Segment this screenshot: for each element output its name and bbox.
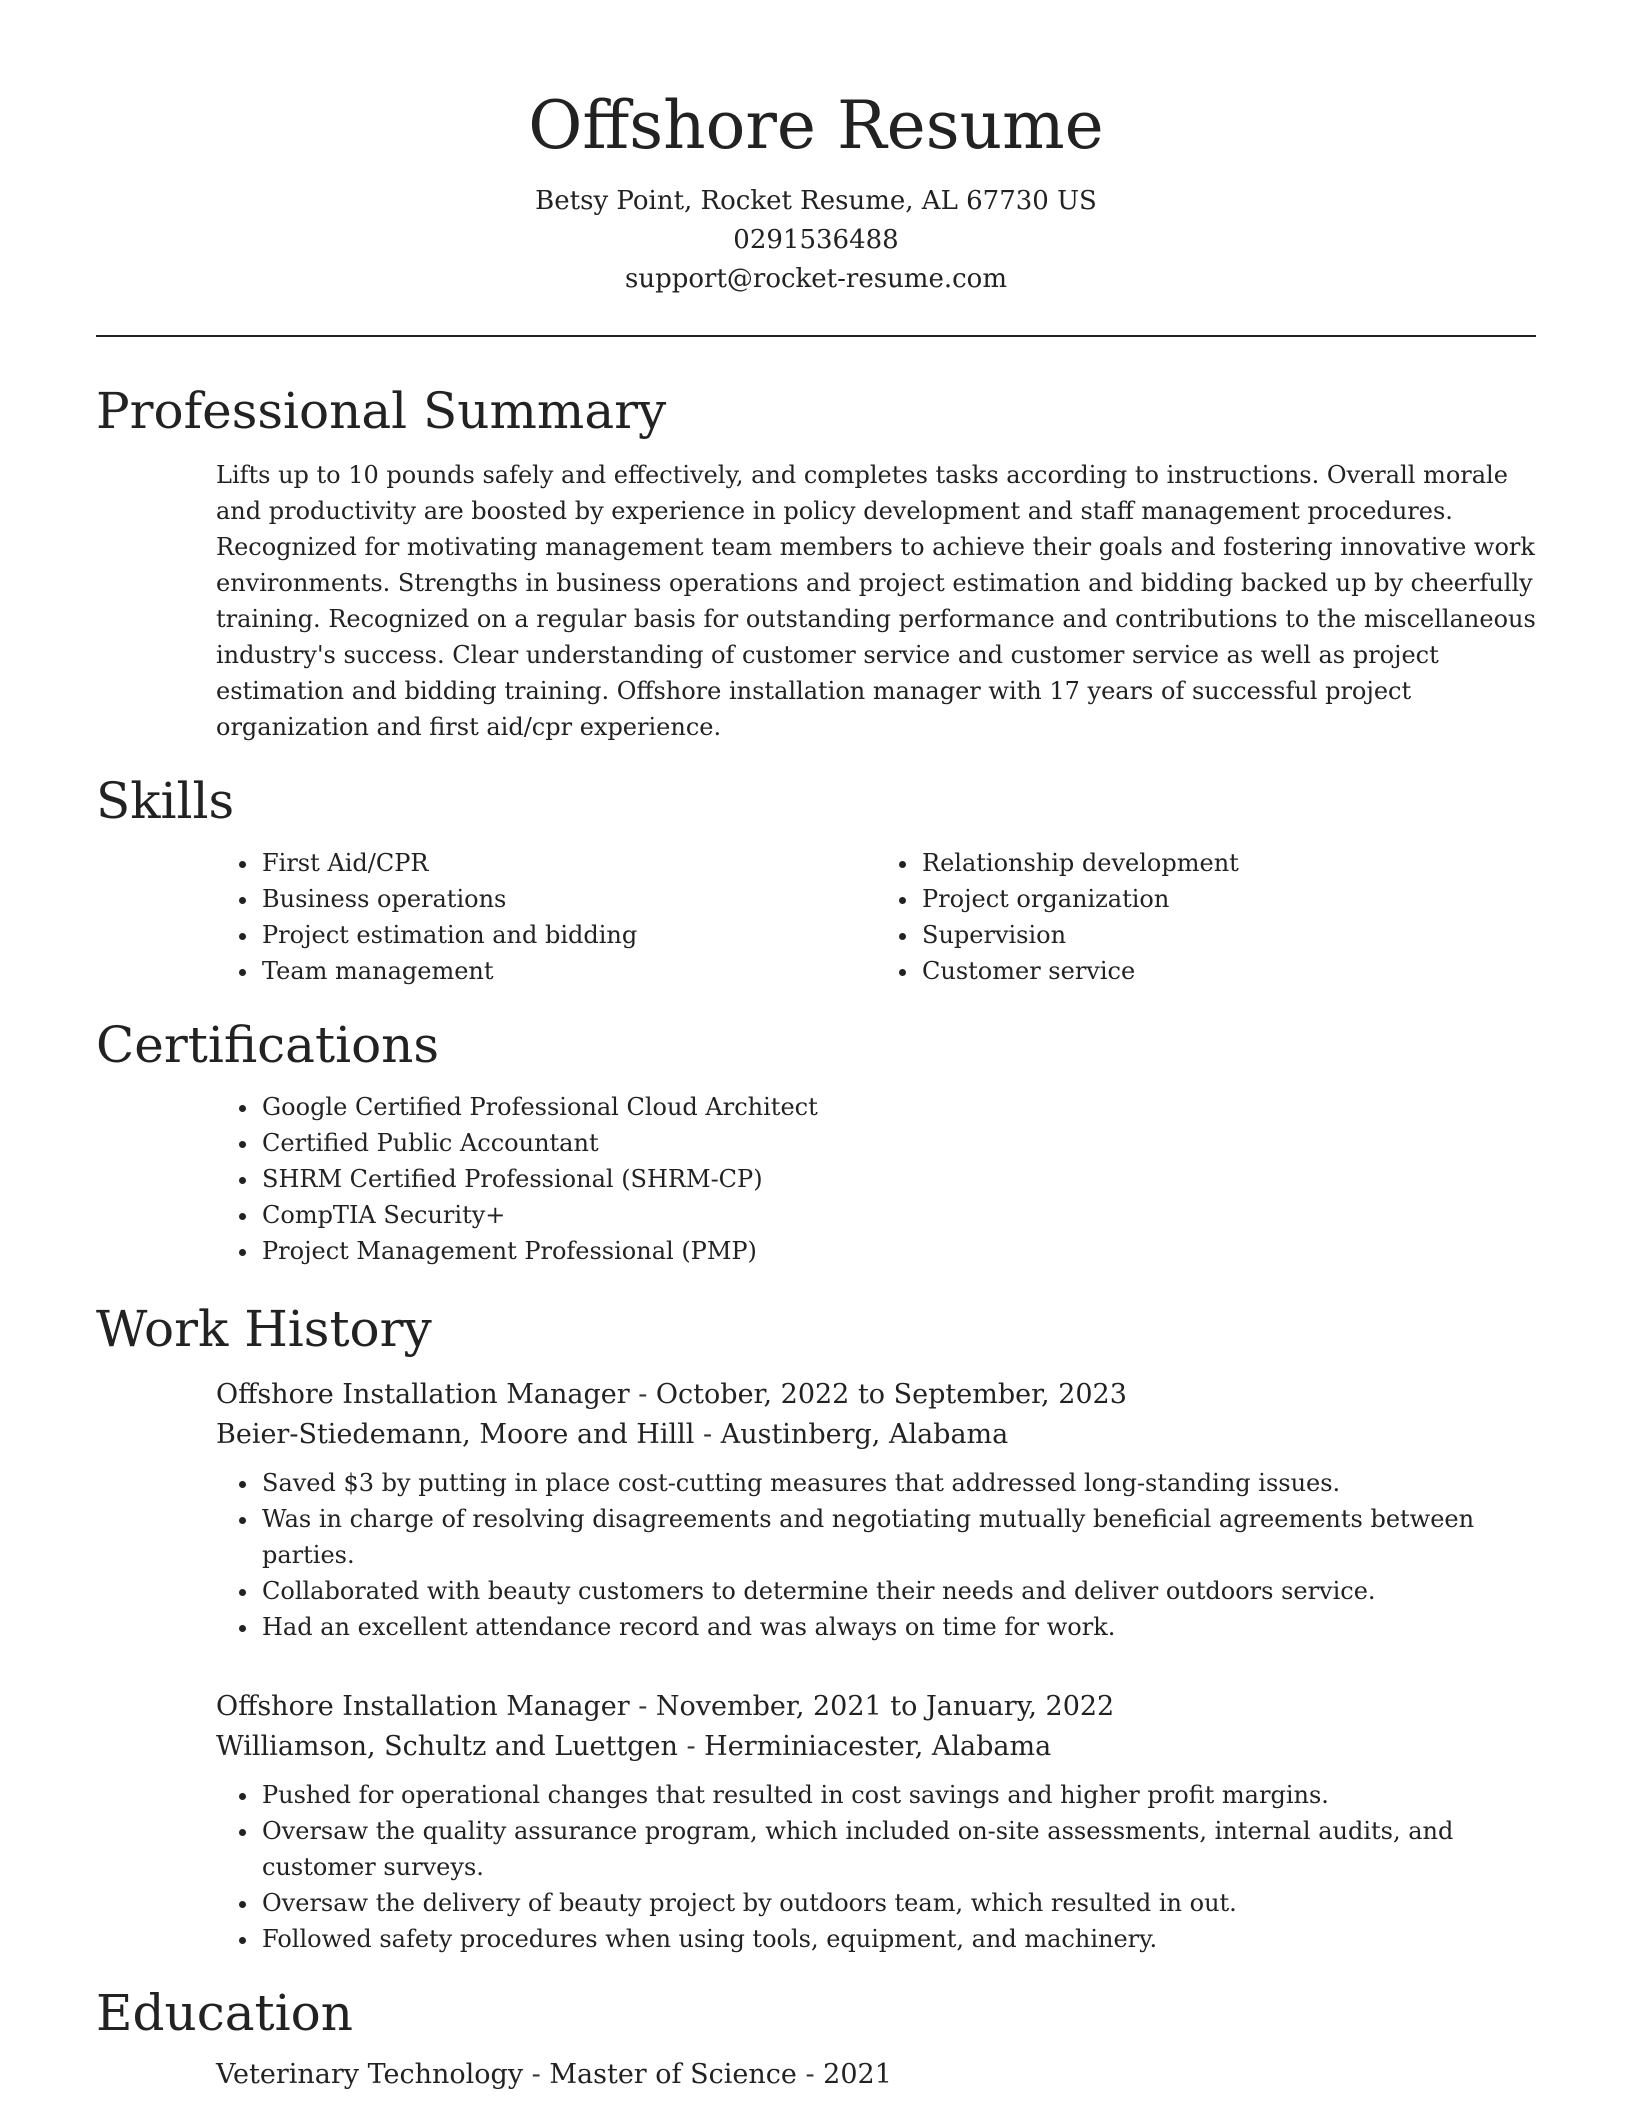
job-dates: November, 2021 to January, 2022 bbox=[655, 1691, 1115, 1722]
certifications-list-wrap bbox=[216, 1089, 1536, 1269]
separator: - bbox=[796, 2059, 824, 2090]
separator: - bbox=[677, 1731, 705, 1762]
certifications-list bbox=[216, 1089, 1536, 1269]
job-company: Williamson, Schultz and Luettgen bbox=[216, 1731, 678, 1762]
job-bullets-wrap bbox=[216, 1465, 1536, 1645]
job-title-line bbox=[216, 1375, 1536, 1415]
phone: 0291536488 bbox=[733, 225, 899, 255]
skills-columns bbox=[216, 845, 1536, 989]
education-year: 2021 bbox=[823, 2059, 892, 2090]
job-entry bbox=[96, 1687, 1536, 1957]
education-section bbox=[96, 1981, 1536, 2095]
summary-section bbox=[96, 379, 1536, 745]
job-company: Beier-Stiedemann, Moore and Hilll bbox=[216, 1419, 695, 1450]
education-line bbox=[216, 2055, 1536, 2095]
separator: - bbox=[694, 1419, 721, 1450]
job-bullet: • Oversaw the quality assurance program, which included on-site assessments, internal audits, and customer surveys. bbox=[260, 1813, 1536, 1885]
job-role: Offshore Installation Manager bbox=[216, 1691, 630, 1722]
job-bullet: • Oversaw the delivery of beauty project by outdoors team, which resulted in out. bbox=[260, 1885, 1536, 1921]
job-location: Herminiacester, Alabama bbox=[704, 1731, 1052, 1762]
skill-item: • Team management bbox=[260, 953, 876, 989]
job-bullet: • Followed safety procedures when using tools, equipment, and machinery. bbox=[260, 1921, 1536, 1957]
education-heading: Education bbox=[96, 1984, 353, 2042]
skills-heading: Skills bbox=[96, 772, 235, 830]
job-location: Austinberg, Alabama bbox=[720, 1419, 1009, 1450]
job-bullet: • Was in charge of resolving disagreements and negotiating mutually beneficial agreements between parties. bbox=[260, 1501, 1536, 1573]
certifications-heading: Certifications bbox=[96, 1016, 440, 1074]
skill-item: • Customer service bbox=[920, 953, 1536, 989]
resume-header bbox=[96, 82, 1536, 299]
job-company-line bbox=[216, 1415, 1536, 1455]
certification-item: • CompTIA Security+ bbox=[260, 1197, 1536, 1233]
work-section bbox=[96, 1297, 1536, 1957]
certification-item: • SHRM Certified Professional (SHRM-CP) bbox=[260, 1161, 1536, 1197]
job-dates: October, 2022 to September, 2023 bbox=[655, 1379, 1127, 1410]
education-degree: Master of Science bbox=[549, 2059, 797, 2090]
job-entry bbox=[96, 1375, 1536, 1645]
header-divider bbox=[96, 335, 1536, 337]
job-role: Offshore Installation Manager bbox=[216, 1379, 630, 1410]
work-heading: Work History bbox=[96, 1300, 432, 1358]
skills-list-right bbox=[876, 845, 1536, 989]
address: Betsy Point, Rocket Resume, AL 67730 US bbox=[535, 186, 1097, 216]
separator: - bbox=[523, 2059, 550, 2090]
job-company-line bbox=[216, 1727, 1536, 1767]
contact-block bbox=[96, 182, 1536, 299]
skill-item: • First Aid/CPR bbox=[260, 845, 876, 881]
certifications-section bbox=[96, 1013, 1536, 1269]
certification-item: • Google Certified Professional Cloud Architect bbox=[260, 1089, 1536, 1125]
certification-item: • Project Management Professional (PMP) bbox=[260, 1233, 1536, 1269]
job-bullet: • Pushed for operational changes that resulted in cost savings and higher profit margins. bbox=[260, 1777, 1536, 1813]
summary-heading: Professional Summary bbox=[96, 382, 667, 440]
skills-section bbox=[96, 769, 1536, 989]
resume-title: Offshore Resume bbox=[528, 87, 1104, 164]
job-bullet: • Collaborated with beauty customers to determine their needs and deliver outdoors service. bbox=[260, 1573, 1536, 1609]
skill-item: • Business operations bbox=[260, 881, 876, 917]
job-bullets bbox=[216, 1465, 1536, 1645]
job-bullet: • Saved $3 by putting in place cost-cutting measures that addressed long-standing issues. bbox=[260, 1465, 1536, 1501]
separator: - bbox=[629, 1691, 656, 1722]
skill-item: • Project estimation and bidding bbox=[260, 917, 876, 953]
job-bullets-wrap bbox=[216, 1777, 1536, 1957]
job-title-line bbox=[216, 1687, 1536, 1727]
skill-item: • Relationship development bbox=[920, 845, 1536, 881]
skill-item: • Project organization bbox=[920, 881, 1536, 917]
resume-page bbox=[96, 0, 1536, 2095]
job-bullet: • Had an excellent attendance record and was always on time for work. bbox=[260, 1609, 1536, 1645]
separator: - bbox=[629, 1379, 656, 1410]
skill-item: • Supervision bbox=[920, 917, 1536, 953]
education-field: Veterinary Technology bbox=[216, 2059, 524, 2090]
job-bullets bbox=[216, 1777, 1536, 1957]
summary-text: Lifts up to 10 pounds safely and effectively, and completes tasks according to instructions. Overall morale and productivity are boosted by experience in policy development and staff management procedures. Recognized for motivating management team members to achieve their goals and fostering innovative work environments. Strengths in business operations and project estimation and bidding backed up by cheerfully training. Recognized on a regular basis for outstanding performance and contributions to the miscellaneous industry's success. Clear understanding of customer service and customer service as well as project estimation and bidding training. Offshore installation manager with 17 years of successful project organization and first aid/cpr experience. bbox=[216, 461, 1536, 741]
certification-item: • Certified Public Accountant bbox=[260, 1125, 1536, 1161]
skills-list-left bbox=[216, 845, 876, 989]
email: support@rocket-resume.com bbox=[624, 264, 1007, 294]
